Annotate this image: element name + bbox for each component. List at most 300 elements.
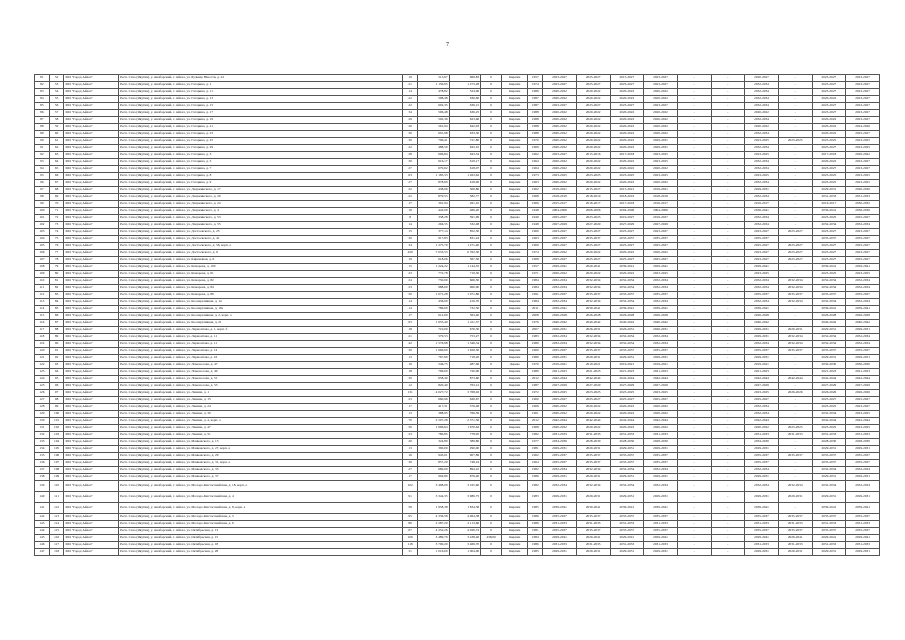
municipality-cell: МО "Город Айхал" bbox=[64, 82, 119, 89]
period-7-cell: 2023-2025 bbox=[745, 390, 779, 397]
period-1-cell: 2019-2021 bbox=[543, 187, 577, 194]
living-area-cell: 748,24 bbox=[449, 460, 481, 467]
period-6-cell: - bbox=[711, 257, 745, 264]
period-1-cell: 2020-2022 bbox=[543, 180, 577, 187]
period-6-cell: - bbox=[711, 124, 745, 131]
period-5-cell: - bbox=[677, 117, 711, 124]
apartments-count-cell: 26 bbox=[403, 124, 418, 131]
period-1-cell: 2020-2022 bbox=[543, 89, 577, 96]
period-9-cell: 2032-2034 bbox=[812, 481, 846, 492]
period-3-cell: 2019-2027 bbox=[610, 215, 644, 222]
period-10-cell: 2032-2034 bbox=[846, 341, 880, 348]
municipality-cell: МО "Город Айхал" bbox=[64, 390, 119, 397]
period-1-cell: 2042-2044 bbox=[543, 418, 577, 425]
address-cell: Респ. Саха (Якутия), у. Анабарский, г. Айхал, ул. Маяковского, д. 31, корп. а bbox=[119, 460, 403, 467]
period-6-cell: - bbox=[711, 439, 745, 446]
table-row bbox=[35, 521, 880, 528]
period-4-cell: 2023-2025 bbox=[644, 173, 678, 180]
period-1-cell: 2021-2023 bbox=[543, 369, 577, 376]
period-4-cell: 2023-2027 bbox=[644, 82, 678, 89]
table-row bbox=[35, 348, 880, 355]
period-3-cell: 2020-2022 bbox=[610, 404, 644, 411]
period-6-cell: - bbox=[711, 320, 745, 327]
row-number-cell: 142 bbox=[35, 514, 50, 521]
apartments-count-cell: 13 bbox=[403, 411, 418, 418]
apartments-count-cell: 15 bbox=[403, 229, 418, 236]
nonresidential-area-cell: 0 bbox=[481, 208, 502, 215]
build-year-cell: 1962 bbox=[528, 152, 543, 159]
total-area-cell: 616,17 bbox=[417, 159, 449, 166]
apartments-count-cell: 14 bbox=[403, 222, 418, 229]
living-area-cell: 3 469,70 bbox=[449, 542, 481, 549]
period-2-cell: 2025-2027 bbox=[576, 257, 610, 264]
total-area-cell: 2 287,20 bbox=[417, 521, 449, 528]
period-8-cell: 2023-2027 bbox=[778, 229, 812, 236]
period-2-cell: 2020-2022 bbox=[576, 124, 610, 131]
period-6-cell: - bbox=[711, 299, 745, 306]
address-cell: Респ. Саха (Якутия), у. Анабарский, г. Айхал, ул. Ленина, д. 30 bbox=[119, 411, 403, 418]
period-7-cell: 2032-2034 bbox=[745, 411, 779, 418]
address-cell: Респ. Саха (Якутия), у. Анабарский, г. Айхал, ул. Ленина, д. 47 bbox=[119, 425, 403, 432]
period-1-cell: 2031-2033 bbox=[543, 521, 577, 528]
municipality-cell: МО "Город Айхал" bbox=[64, 187, 119, 194]
total-area-cell: 750,00 bbox=[417, 278, 449, 285]
build-year-cell: 1986 bbox=[528, 542, 543, 549]
table-row bbox=[35, 474, 880, 481]
municipality-cell: МО "Город Айхал" bbox=[64, 521, 119, 528]
build-year-cell: 1983 bbox=[528, 334, 543, 341]
wall-material-cell: Кирпич bbox=[502, 418, 528, 425]
period-1-cell: 2039-2041 bbox=[543, 306, 577, 313]
period-7-cell: 2031-2033 bbox=[745, 542, 779, 549]
row-number-cell: 82 bbox=[35, 82, 50, 89]
table-row bbox=[35, 514, 880, 521]
period-2-cell: 2025-2027 bbox=[576, 75, 610, 82]
table-row bbox=[35, 535, 880, 542]
living-area-cell: 636,60 bbox=[449, 96, 481, 103]
period-2-cell: 2032-2034 bbox=[576, 285, 610, 292]
row-number-cell: 137 bbox=[35, 467, 50, 474]
apartments-count-cell: 30 bbox=[403, 131, 418, 138]
row-number-cell: 88 bbox=[35, 124, 50, 131]
period-4-cell: 2032-2034 bbox=[644, 334, 678, 341]
period-7-cell: 2042-2044 bbox=[745, 418, 779, 425]
total-area-cell: 680,00 bbox=[417, 467, 449, 474]
nonresidential-area-cell: 0 bbox=[481, 334, 502, 341]
period-8-cell: 2031-2033 bbox=[778, 432, 812, 439]
municipality-cell: МО "Город Айхал" bbox=[64, 425, 119, 432]
period-3-cell: 2020-2022 bbox=[610, 159, 644, 166]
period-6-cell: - bbox=[711, 348, 745, 355]
period-6-cell: - bbox=[711, 460, 745, 467]
table-row bbox=[35, 383, 880, 390]
period-10-cell: 2029-2031 bbox=[846, 327, 880, 334]
period-2-cell: 2015-2027 bbox=[576, 187, 610, 194]
house-id-cell: 62 bbox=[49, 145, 64, 152]
address-cell: Респ. Саха (Якутия), у. Анабарский, г. Айхал, ул. Молодо-Кистасскийская, д. 6 bbox=[119, 521, 403, 528]
period-10-cell: 2035-2037 bbox=[846, 292, 880, 299]
period-9-cell: 2029-2031 bbox=[812, 549, 846, 556]
house-id-cell: 117 bbox=[49, 542, 64, 549]
living-area-cell: 1 144,35 bbox=[449, 264, 481, 271]
living-area-cell: 567,30 bbox=[449, 257, 481, 264]
table-row bbox=[35, 271, 880, 278]
municipality-cell: МО "Город Айхал" bbox=[64, 257, 119, 264]
house-id-cell: 70 bbox=[49, 201, 64, 208]
municipality-cell: МО "Город Айхал" bbox=[64, 404, 119, 411]
period-9-cell: 2025-2027 bbox=[812, 243, 846, 250]
period-6-cell: - bbox=[711, 492, 745, 503]
living-area-cell: 643,54 bbox=[449, 152, 481, 159]
period-6-cell: - bbox=[711, 271, 745, 278]
period-1-cell: 2032-2034 bbox=[543, 334, 577, 341]
period-10-cell: 2029-2031 bbox=[846, 492, 880, 503]
period-5-cell: - bbox=[677, 514, 711, 521]
period-8-cell: - bbox=[778, 173, 812, 180]
wall-material-cell: Кирпич bbox=[502, 138, 528, 145]
address-cell: Респ. Саха (Якутия), у. Анабарский, г. Айхал, ул. Молодо-Кистасскийская, д. 8, корп. а bbox=[119, 503, 403, 514]
period-7-cell: 2021-2023 bbox=[745, 369, 779, 376]
house-id-cell: 103 bbox=[49, 432, 64, 439]
period-5-cell: - bbox=[677, 376, 711, 383]
address-cell: Респ. Саха (Якутия), у. Анабарский, г. Айхал, ул. Гагарина, д. 13 bbox=[119, 96, 403, 103]
nonresidential-area-cell: 0 bbox=[481, 492, 502, 503]
row-number-cell: 115 bbox=[35, 313, 50, 320]
period-2-cell: 2027-2029 bbox=[576, 383, 610, 390]
apartments-count-cell: 22 bbox=[403, 96, 418, 103]
nonresidential-area-cell: 0 bbox=[481, 96, 502, 103]
period-4-cell: 2032-2034 bbox=[644, 285, 678, 292]
municipality-cell: МО "Город Айхал" bbox=[64, 271, 119, 278]
period-4-cell: 2029-2041 bbox=[644, 264, 678, 271]
wall-material-cell: Кирпич bbox=[502, 208, 528, 215]
period-6-cell: - bbox=[711, 432, 745, 439]
apartments-count-cell: 34 bbox=[403, 110, 418, 117]
row-number-cell: 123 bbox=[35, 369, 50, 376]
nonresidential-area-cell: 0 bbox=[481, 383, 502, 390]
apartments-count-cell: 42 bbox=[403, 341, 418, 348]
period-8-cell: - bbox=[778, 103, 812, 110]
period-9-cell: 2028-2030 bbox=[812, 439, 846, 446]
build-year-cell: 1984 bbox=[528, 285, 543, 292]
period-7-cell: 2029-2041 bbox=[745, 264, 779, 271]
period-6-cell: - bbox=[711, 503, 745, 514]
period-7-cell: 2032-2034 bbox=[745, 145, 779, 152]
house-id-cell: 53 bbox=[49, 82, 64, 89]
period-5-cell: - bbox=[677, 467, 711, 474]
period-4-cell: 2020-2022 bbox=[644, 110, 678, 117]
address-cell: Респ. Саха (Якутия), у. Анабарский, г. Айхал, ул. Гагарина, д. 25 bbox=[119, 138, 403, 145]
address-cell: Респ. Саха (Якутия), у. Анабарский, г. Айхал, ул. Ленина, д. 1 bbox=[119, 390, 403, 397]
total-area-cell: 4 252,26 bbox=[417, 528, 449, 535]
row-number-cell: 108 bbox=[35, 264, 50, 271]
period-5-cell: - bbox=[677, 124, 711, 131]
address-cell: Респ. Саха (Якутия), у. Анабарский, г. Айхал, ул. Ленина, д. 51 bbox=[119, 432, 403, 439]
period-8-cell: 2029-2031 bbox=[778, 549, 812, 556]
period-1-cell: 2029-2031 bbox=[543, 549, 577, 556]
build-year-cell: 1962 bbox=[528, 187, 543, 194]
municipality-cell: МО "Город Айхал" bbox=[64, 320, 119, 327]
apartments-count-cell: 17 bbox=[403, 474, 418, 481]
period-5-cell: - bbox=[677, 355, 711, 362]
total-area-cell: 602,35 bbox=[417, 103, 449, 110]
period-5-cell: - bbox=[677, 542, 711, 549]
row-number-cell: 133 bbox=[35, 439, 50, 446]
build-year-cell: 1981 bbox=[528, 446, 543, 453]
period-10-cell: 2023-2027 bbox=[846, 110, 880, 117]
period-2-cell: 2023-2025 bbox=[576, 215, 610, 222]
period-10-cell: 2023-2027 bbox=[846, 117, 880, 124]
period-8-cell: 2032-2034 bbox=[778, 341, 812, 348]
period-5-cell: - bbox=[677, 369, 711, 376]
period-3-cell: 2029-2031 bbox=[610, 355, 644, 362]
period-4-cell: 2019-2021 bbox=[644, 187, 678, 194]
total-area-cell: 377,14 bbox=[417, 229, 449, 236]
period-8-cell: - bbox=[778, 166, 812, 173]
period-1-cell: 2026-2031 bbox=[543, 327, 577, 334]
period-10-cell: 2035-2037 bbox=[846, 453, 880, 460]
period-2-cell: 2035-2037 bbox=[576, 348, 610, 355]
address-cell: Респ. Саха (Якутия), у. Анабарский, г. Айхал, ул. Гагарина, д. 8 bbox=[119, 173, 403, 180]
row-number-cell: 106 bbox=[35, 250, 50, 257]
municipality-cell: МО "Город Айхал" bbox=[64, 492, 119, 503]
living-area-cell: 1 273,28 bbox=[449, 82, 481, 89]
table-row bbox=[35, 236, 880, 243]
address-cell: Респ. Саха (Якутия), у. Анабарский, г. Айхал, ул. Гагарина, д. 23 bbox=[119, 131, 403, 138]
wall-material-cell: Кирпич bbox=[502, 110, 528, 117]
period-1-cell: 2032-2034 bbox=[543, 467, 577, 474]
period-3-cell: 2035-2037 bbox=[610, 236, 644, 243]
period-3-cell: 2020-2022 bbox=[610, 180, 644, 187]
period-8-cell: - bbox=[778, 320, 812, 327]
period-5-cell: - bbox=[677, 521, 711, 528]
apartments-count-cell: 18 bbox=[403, 327, 418, 334]
period-8-cell: - bbox=[778, 75, 812, 82]
period-2-cell: 2020-2022 bbox=[576, 117, 610, 124]
house-id-cell: 72 bbox=[49, 215, 64, 222]
period-3-cell: 2023-2025 bbox=[610, 173, 644, 180]
period-7-cell: 2035-2037 bbox=[745, 292, 779, 299]
build-year-cell: 1980 bbox=[528, 355, 543, 362]
period-8-cell: - bbox=[778, 474, 812, 481]
period-8-cell: 2032-2034 bbox=[778, 278, 812, 285]
total-area-cell: 670,62 bbox=[417, 166, 449, 173]
period-3-cell: 2040-2042 bbox=[610, 320, 644, 327]
period-4-cell: 2023-2025 bbox=[644, 152, 678, 159]
period-3-cell: 2004-2006 bbox=[610, 208, 644, 215]
period-6-cell: - bbox=[711, 229, 745, 236]
period-2-cell: 2016-2017 bbox=[576, 201, 610, 208]
table-row bbox=[35, 159, 880, 166]
total-area-cell: 436,00 bbox=[417, 299, 449, 306]
period-3-cell: 2031-2033 bbox=[610, 542, 644, 549]
period-8-cell: - bbox=[778, 397, 812, 404]
municipality-cell: МО "Город Айхал" bbox=[64, 145, 119, 152]
municipality-cell: МО "Город Айхал" bbox=[64, 124, 119, 131]
wall-material-cell: Кирпич bbox=[502, 131, 528, 138]
period-5-cell: - bbox=[677, 348, 711, 355]
living-area-cell: 1 629,30 bbox=[449, 348, 481, 355]
living-area-cell: 4 026,74 bbox=[449, 528, 481, 535]
house-id-cell: 64 bbox=[49, 159, 64, 166]
period-5-cell: - bbox=[677, 432, 711, 439]
house-id-cell: 67 bbox=[49, 180, 64, 187]
period-3-cell: 2017-2018 bbox=[610, 152, 644, 159]
wall-material-cell: Кирпич bbox=[502, 397, 528, 404]
house-id-cell: 110 bbox=[49, 481, 64, 492]
living-area-cell: 563,40 bbox=[449, 313, 481, 320]
period-7-cell: 2032-2034 bbox=[745, 194, 779, 201]
period-2-cell: 2039-2041 bbox=[576, 503, 610, 514]
living-area-cell: 873,60 bbox=[449, 376, 481, 383]
municipality-cell: МО "Город Айхал" bbox=[64, 278, 119, 285]
row-number-cell: 94 bbox=[35, 166, 50, 173]
municipality-cell: МО "Город Айхал" bbox=[64, 418, 119, 425]
build-year-cell: 2007 bbox=[528, 327, 543, 334]
period-5-cell: - bbox=[677, 425, 711, 432]
house-id-cell: 94 bbox=[49, 369, 64, 376]
municipality-cell: МО "Город Айхал" bbox=[64, 264, 119, 271]
row-number-cell: 95 bbox=[35, 173, 50, 180]
living-area-cell: 3 165,60 bbox=[449, 481, 481, 492]
period-7-cell: 2027-2029 bbox=[745, 383, 779, 390]
house-id-cell: 71 bbox=[49, 208, 64, 215]
house-id-cell: 85 bbox=[49, 306, 64, 313]
house-id-cell: 55 bbox=[49, 96, 64, 103]
period-4-cell: 2035-2037 bbox=[644, 348, 678, 355]
municipality-cell: МО "Город Айхал" bbox=[64, 369, 119, 376]
table-row bbox=[35, 75, 880, 82]
apartments-count-cell: 95 bbox=[403, 514, 418, 521]
house-id-cell: 89 bbox=[49, 334, 64, 341]
period-1-cell: 2035-2037 bbox=[543, 348, 577, 355]
period-5-cell: - bbox=[677, 362, 711, 369]
address-cell: Респ. Саха (Якутия), у. Анабарский, г. Айхал, ул. Дзержинского, д. 17 bbox=[119, 187, 403, 194]
period-10-cell: 2029-2031 bbox=[846, 446, 880, 453]
period-3-cell: 2039-2041 bbox=[610, 264, 644, 271]
municipality-cell: МО "Город Айхал" bbox=[64, 383, 119, 390]
period-7-cell: 2023-2025 bbox=[745, 152, 779, 159]
row-number-cell: 117 bbox=[35, 327, 50, 334]
table-row bbox=[35, 306, 880, 313]
house-id-cell: 109 bbox=[49, 474, 64, 481]
wall-material-cell: Кирпич bbox=[502, 467, 528, 474]
total-area-cell: 904,80 bbox=[417, 474, 449, 481]
period-9-cell: 2035-2037 bbox=[812, 348, 846, 355]
municipality-cell: МО "Город Айхал" bbox=[64, 362, 119, 369]
period-5-cell: - bbox=[677, 152, 711, 159]
table-row bbox=[35, 138, 880, 145]
period-7-cell: 2029-2041 bbox=[745, 535, 779, 542]
total-area-cell: 488,50 bbox=[417, 145, 449, 152]
period-7-cell: 2029-2031 bbox=[745, 334, 779, 341]
living-area-cell: 636,15 bbox=[449, 103, 481, 110]
total-area-cell: 917,83 bbox=[417, 236, 449, 243]
period-9-cell: 2032-2034 bbox=[812, 285, 846, 292]
wall-material-cell: Кирпич bbox=[502, 369, 528, 376]
apartments-count-cell: 106 bbox=[403, 535, 418, 542]
period-10-cell: 2029-2041 bbox=[846, 264, 880, 271]
period-5-cell: - bbox=[677, 474, 711, 481]
house-id-cell: 102 bbox=[49, 425, 64, 432]
nonresidential-area-cell: 0 bbox=[481, 243, 502, 250]
municipality-cell: МО "Город Айхал" bbox=[64, 535, 119, 542]
house-id-cell: 91 bbox=[49, 348, 64, 355]
total-area-cell: 591,94 bbox=[417, 124, 449, 131]
period-4-cell: 2028-2030 bbox=[644, 439, 678, 446]
apartments-count-cell: 28 bbox=[403, 152, 418, 159]
period-9-cell: 2042-2044 bbox=[812, 418, 846, 425]
period-1-cell: 2035-2037 bbox=[543, 514, 577, 521]
nonresidential-area-cell: 0 bbox=[481, 152, 502, 159]
period-2-cell: 2026-2028 bbox=[576, 313, 610, 320]
period-5-cell: - bbox=[677, 187, 711, 194]
period-8-cell: 2035-2037 bbox=[778, 528, 812, 535]
build-year-cell: 1968 bbox=[528, 425, 543, 432]
period-8-cell: - bbox=[778, 404, 812, 411]
period-8-cell: - bbox=[778, 467, 812, 474]
period-4-cell: 2020-2022 bbox=[644, 404, 678, 411]
period-7-cell: 2040-2042 bbox=[745, 320, 779, 327]
period-2-cell: 2023-2025 bbox=[576, 173, 610, 180]
apartments-count-cell: 86 bbox=[403, 521, 418, 528]
period-7-cell: 2034-2030 bbox=[745, 439, 779, 446]
period-7-cell: 2036-2041 bbox=[745, 208, 779, 215]
period-6-cell: - bbox=[711, 250, 745, 257]
address-cell: Респ. Саха (Якутия), у. Анабарский, г. Айхал, ул. Гагарина, д. 5 bbox=[119, 159, 403, 166]
period-10-cell: 2023-2027 bbox=[846, 82, 880, 89]
period-9-cell: 2023-2025 bbox=[812, 138, 846, 145]
period-4-cell: 2029-2031 bbox=[644, 145, 678, 152]
apartments-count-cell: 22 bbox=[403, 194, 418, 201]
nonresidential-area-cell: 0 bbox=[481, 201, 502, 208]
period-2-cell: 2020-2022 bbox=[576, 89, 610, 96]
apartments-count-cell: 220 bbox=[403, 250, 418, 257]
period-7-cell: 2032-2034 bbox=[745, 103, 779, 110]
municipality-cell: МО "Город Айхал" bbox=[64, 243, 119, 250]
row-number-cell: 130 bbox=[35, 418, 50, 425]
period-3-cell: 2032-2034 bbox=[610, 285, 644, 292]
period-7-cell: 2029-2031 bbox=[745, 355, 779, 362]
wall-material-cell: Кирпич bbox=[502, 404, 528, 411]
period-8-cell: - bbox=[778, 418, 812, 425]
period-3-cell: 2025-2027 bbox=[610, 397, 644, 404]
total-area-cell: 1 016,00 bbox=[417, 549, 449, 556]
period-5-cell: - bbox=[677, 528, 711, 535]
row-number-cell: 138 bbox=[35, 474, 50, 481]
table-row bbox=[35, 229, 880, 236]
wall-material-cell: Кирпич bbox=[502, 460, 528, 467]
build-year-cell: 1949 bbox=[528, 215, 543, 222]
municipality-cell: МО "Город Айхал" bbox=[64, 528, 119, 535]
municipality-cell: МО "Город Айхал" bbox=[64, 313, 119, 320]
period-10-cell: 2031-2033 bbox=[846, 521, 880, 528]
table-row bbox=[35, 82, 880, 89]
nonresidential-area-cell: 0 bbox=[481, 159, 502, 166]
period-1-cell: 2035-2037 bbox=[543, 292, 577, 299]
period-10-cell: 2039-2041 bbox=[846, 503, 880, 514]
total-area-cell: 878,60 bbox=[417, 180, 449, 187]
housing-register-table bbox=[34, 74, 880, 556]
period-2-cell: 2020-2022 bbox=[576, 425, 610, 432]
table-row bbox=[35, 411, 880, 418]
period-9-cell: 2023-2025 bbox=[812, 180, 846, 187]
build-year-cell: 2012 bbox=[528, 418, 543, 425]
period-10-cell: 2036-2036 bbox=[846, 208, 880, 215]
period-10-cell: 2023-2027 bbox=[846, 75, 880, 82]
address-cell: Респ. Саха (Якутия), у. Анабарский, г. Айхал, ул. Гагарина, д. 1 bbox=[119, 82, 403, 89]
period-8-cell: - bbox=[778, 145, 812, 152]
